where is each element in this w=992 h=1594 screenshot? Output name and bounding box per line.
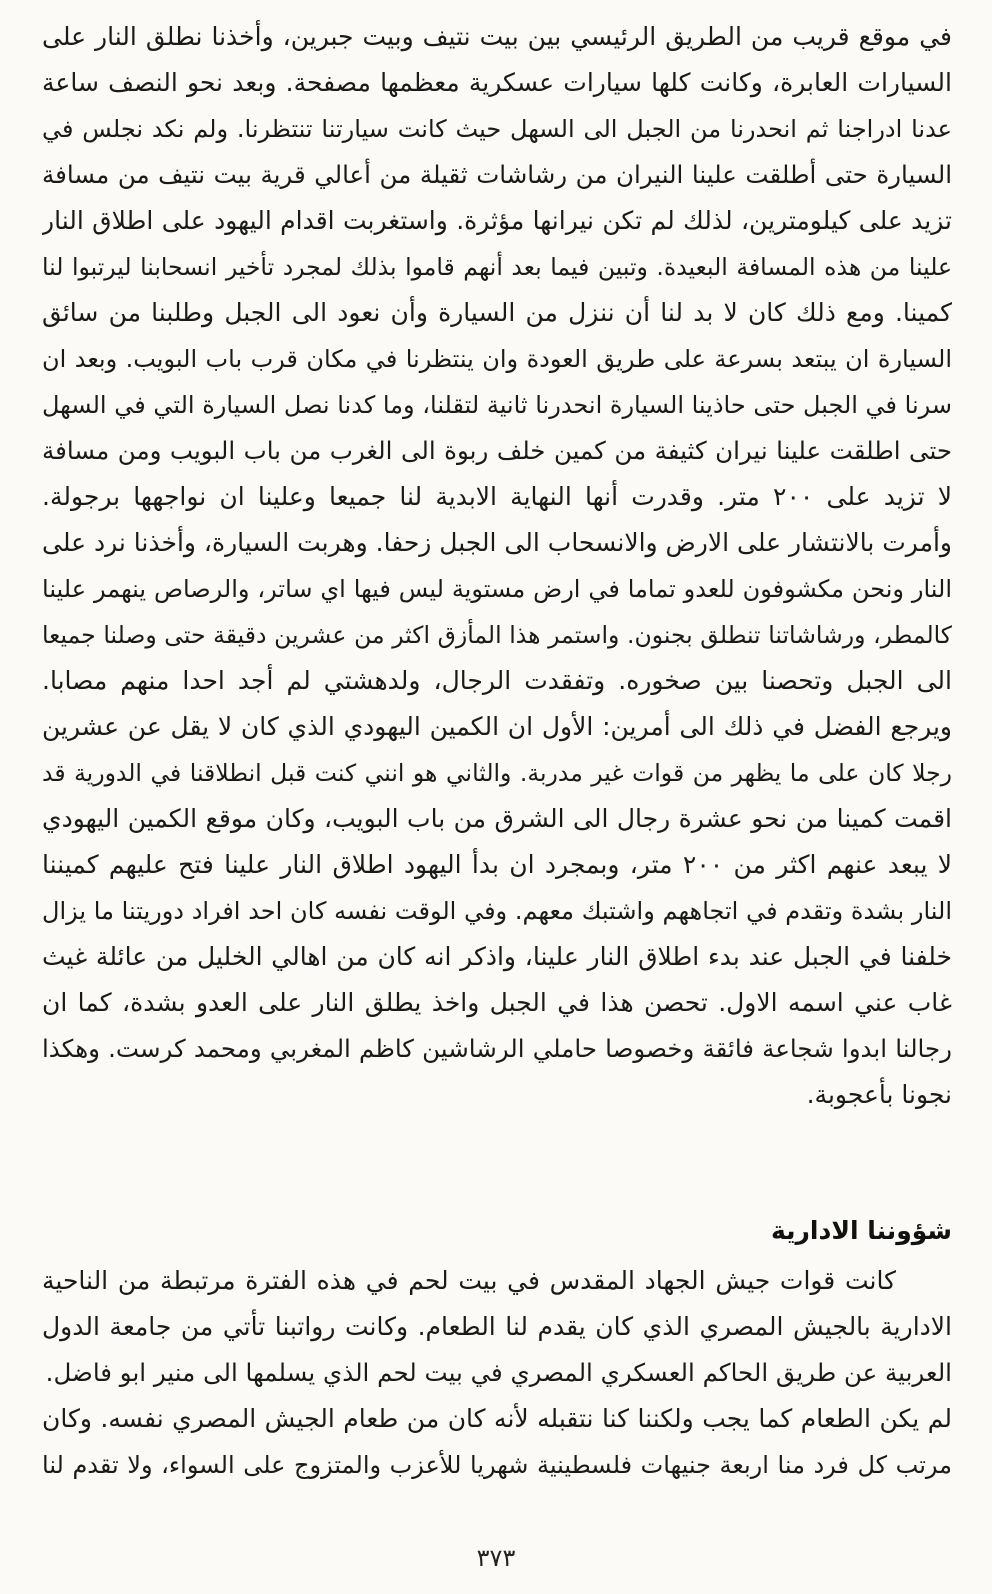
text-line: عدنا ادراجنا ثم انحدرنا من الجبل الى السهل حيث كانت سيارتنا تنتظرنا. ولم نكد نجلس في <box>42 115 952 143</box>
text-line: رجالنا ابدوا شجاعة فائقة وخصوصا حاملي الرشاشين كاظم المغربي ومحمد كرست. وهكذا <box>42 1034 952 1063</box>
text-line: رجلا كان على ما يظهر من قوات غير مدربة. والثاني هو انني كنت قبل انطلاقنا في الدورية قد <box>42 759 952 787</box>
body-text <box>42 14 952 1118</box>
text-line: تزيد على كيلومترين، لذلك لم تكن نيرانها مؤثرة. واستغربت اقدام اليهود على اطلاق النار <box>42 206 952 235</box>
text-line: ويرجع الفضل في ذلك الى أمرين: الأول ان الكمين اليهودي الذي كان لا يقل عن عشرين <box>42 712 952 741</box>
text-line: النار ونحن مكشوفون للعدو تماما في ارض مستوية ليس فيها اي ساتر، والرصاص ينهمر علينا <box>42 575 952 603</box>
text-line: النار بشدة وتقدم في اتجاههم واشتبك معهم. وفي الوقت نفسه كان احد افراد دوريتنا ما يزال <box>42 897 952 925</box>
text-line: لا تزيد على ٢٠٠ متر. وقدرت أنها النهاية الابدية لنا جميعا وعلينا ان نواجهها برجولة. <box>42 482 952 511</box>
text-line: اقمت كمينا من نحو عشرة رجال الى الشرق من باب البويب، وكان موقع الكمين اليهودي <box>42 804 952 833</box>
text-line: لم يكن الطعام كما يجب ولكننا كنا نتقبله لأنه كان من طعام الجيش المصري نفسه. وكان <box>42 1404 952 1433</box>
text-line: الى الجبل وتحصنا بين صخوره. وتفقدت الرجال، ولدهشتي لم أجد احدا منهم مصابا. <box>42 666 952 695</box>
text-line: مرتب كل فرد منا اربعة جنيهات فلسطينية شهريا للأعزب والمتزوج على السواء، ولا تقدم لنا <box>42 1451 952 1479</box>
text-line: في موقع قريب من الطريق الرئيسي بين بيت نتيف وبيت جبرين، وأخذنا نطلق النار على <box>42 22 952 51</box>
text-line: حتى اطلقت علينا نيران كثيفة من كمين خلف ربوة الى الغرب من باب البويب ومن مسافة <box>42 436 952 465</box>
section-text <box>42 1258 952 1488</box>
text-line: غاب عني اسمه الاول. تحصن هذا في الجبل واخذ يطلق النار على العدو بشدة، كما ان <box>42 988 952 1017</box>
text-line: السيارة ان يبتعد بسرعة على طريق العودة وان ينتظرنا في مكان قرب باب البويب. وبعد ان <box>42 345 952 373</box>
text-line: علينا من هذه المسافة البعيدة. وتبين فيما بعد أنهم قاموا بذلك لمجرد تأخير انسحابنا ليرتبوا لنا <box>42 253 952 281</box>
text-line: كمينا. ومع ذلك كان لا بد لنا أن ننزل من السيارة وأن نعود الى الجبل وطلبنا من سائق <box>42 298 952 327</box>
text-line: كانت قوات جيش الجهاد المقدس في بيت لحم في هذه الفترة مرتبطة من الناحية <box>42 1266 896 1295</box>
page-number: ٣٧٣ <box>476 1544 516 1572</box>
text-line: السيارات العابرة، وكانت كلها سيارات عسكرية معظمها مصفحة. وبعد نحو النصف ساعة <box>42 68 952 97</box>
text-line: سرنا في الجبل حتى حاذينا السيارة انحدرنا ثانية لتقلنا، وما كدنا نصل السيارة التي في السهل <box>42 391 952 419</box>
text-line: لا يبعد عنهم اكثر من ٢٠٠ متر، وبمجرد ان بدأ اليهود اطلاق النار علينا فتح عليهم كميننا <box>42 850 952 879</box>
text-line: السيارة حتى أطلقت علينا النيران من رشاشات ثقيلة من أعالي قرية بيت نتيف من مسافة <box>42 160 952 189</box>
text-line: كالمطر، ورشاشاتنا تنطلق بجنون. واستمر هذا المأزق اكثر من عشرين دقيقة حتى وصلنا جميعا <box>42 621 952 649</box>
text-line: نجونا بأعجوبة. <box>806 1080 952 1109</box>
text-line: خلفنا في الجبل عند بدء اطلاق النار علينا، واذكر انه كان من اهالي الخليل من عائلة غيث <box>42 942 952 971</box>
text-line: الادارية بالجيش المصري الذي كان يقدم لنا الطعام. وكانت رواتبنا تأتي من جامعة الدول <box>42 1312 952 1341</box>
text-line: العربية عن طريق الحاكم العسكري المصري في بيت لحم الذي يسلمها الى منير ابو فاضل. <box>45 1358 952 1387</box>
text-line: وأمرت بالانتشار على الارض والانسحاب الى الجبل زحفا. وهربت السيارة، وأخذنا نرد على <box>42 528 952 557</box>
section-heading: شؤوننا الادارية <box>770 1216 952 1245</box>
